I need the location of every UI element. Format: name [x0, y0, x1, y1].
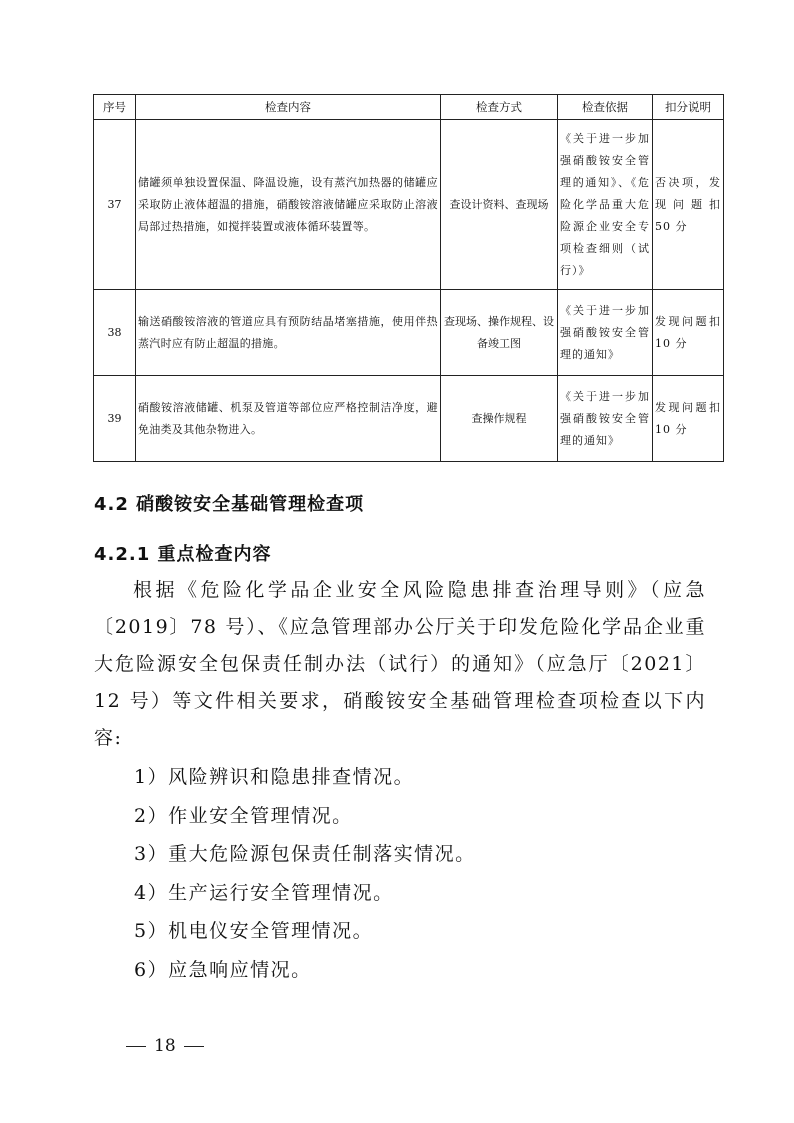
row-content: 硝酸铵溶液储罐、机泵及管道等部位应严格控制洁净度，避免油类及其他杂物进入。	[136, 376, 441, 462]
row-method: 查现场、操作规程、设备竣工图	[441, 290, 558, 376]
row-content: 输送硝酸铵溶液的管道应具有预防结晶堵塞措施，使用伴热蒸汽时应有防止超温的措施。	[136, 290, 441, 376]
page-number: 18	[154, 1036, 176, 1056]
row-deduction: 发现问题扣 10 分	[653, 376, 724, 462]
table-row	[94, 290, 724, 376]
row-number: 37	[94, 120, 136, 290]
header-content: 检查内容	[136, 95, 441, 120]
section-heading: 4.2 硝酸铵安全基础管理检查项	[94, 494, 365, 515]
body-paragraph: 根据《危险化学品企业安全风险隐患排查治理导则》（应急〔2019〕78 号）、《应急管理部办公厅关于印发危险化学品企业重大危险源安全包保责任制办法（试行）的通知》（应急厅〔2021〕12 号）等文件相关要求，硝酸铵安全基础管理检查项检查以下内容:	[94, 579, 706, 749]
row-deduction: 发现问题扣 10 分	[653, 290, 724, 376]
table-header-row	[94, 95, 724, 120]
header-deduction: 扣分说明	[653, 95, 724, 120]
row-content: 储罐须单独设置保温、降温设施，设有蒸汽加热器的储罐应采取防止液体超温的措施，硝酸铵溶液储罐应采取防止溶液局部过热措施，如搅拌装置或液体循环装置等。	[136, 120, 441, 290]
list-item: 2）作业安全管理情况。	[134, 804, 353, 827]
inspection-table	[93, 94, 724, 462]
header-basis: 检查依据	[558, 95, 653, 120]
row-number: 38	[94, 290, 136, 376]
list-item: 4）生产运行安全管理情况。	[134, 881, 394, 904]
header-number: 序号	[94, 95, 136, 120]
footer-dash-right	[184, 1046, 204, 1047]
row-method: 查操作规程	[441, 376, 558, 462]
footer-dash-left	[126, 1046, 146, 1047]
row-basis: 《关于进一步加强硝酸铵安全管理的通知》、《危险化学品重大危险源企业安全专项检查细则（试行）》	[558, 120, 653, 290]
list-item: 3）重大危险源包保责任制落实情况。	[134, 843, 476, 865]
row-method: 查设计资料、查现场	[441, 120, 558, 290]
header-method: 检查方式	[441, 95, 558, 120]
check-item-list	[134, 758, 476, 989]
row-number: 39	[94, 376, 136, 462]
table-row	[94, 120, 724, 290]
list-item: 5）机电仪安全管理情况。	[134, 920, 374, 942]
page-footer	[118, 1036, 212, 1056]
list-item: 6）应急响应情况。	[134, 958, 312, 981]
subsection-heading: 4.2.1 重点检查内容	[94, 544, 272, 565]
row-basis: 《关于进一步加强硝酸铵安全管理的通知》	[558, 376, 653, 462]
row-basis: 《关于进一步加强硝酸铵安全管理的通知》	[558, 290, 653, 376]
table-row	[94, 376, 724, 462]
list-item: 1）风险辨识和隐患排查情况。	[134, 766, 415, 788]
row-deduction: 否决项，发现问题扣 50 分	[653, 120, 724, 290]
